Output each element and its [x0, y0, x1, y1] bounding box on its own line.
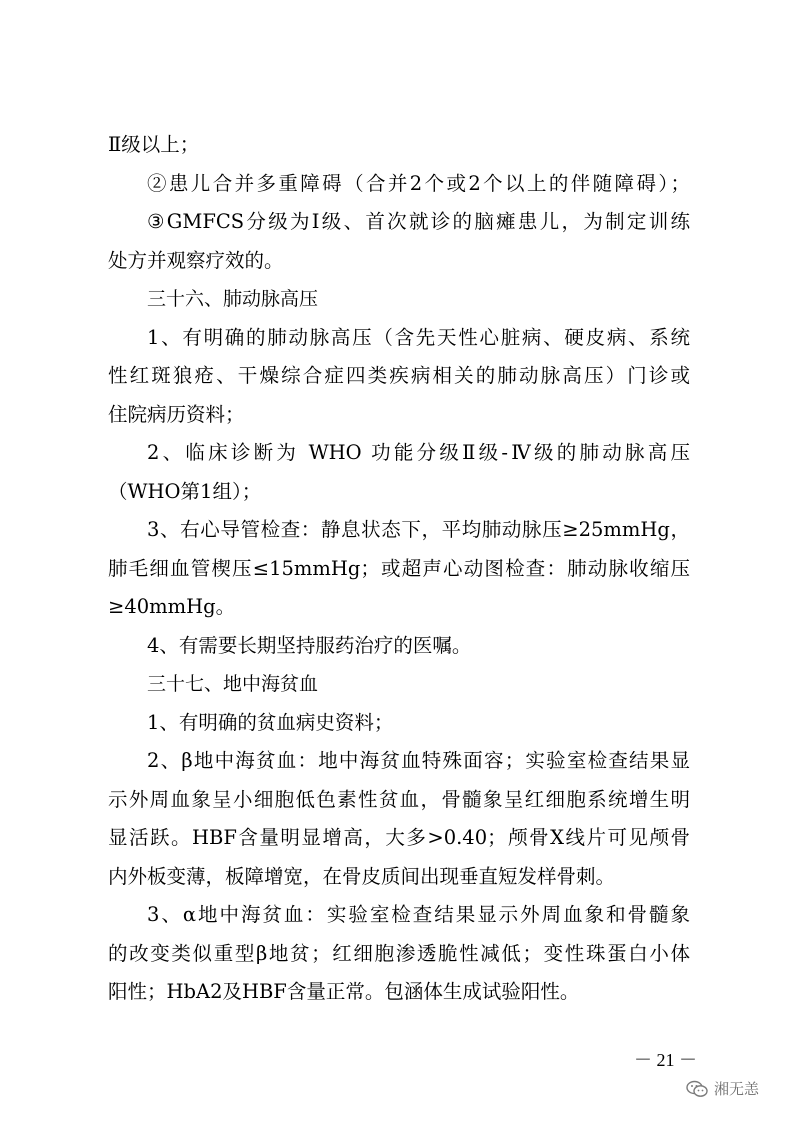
text-line: Ⅱ级以上；	[108, 133, 200, 156]
page-number: － 21 －	[634, 1050, 697, 1070]
text-line: 1、有明确的肺动脉高压（含先天性心脏病、硬皮病、系统	[147, 325, 690, 349]
wechat-icon	[686, 1080, 708, 1098]
text-line: 显活跃。HBF含量明显增高，大多>0.40；颅骨X线片可见颅骨	[108, 826, 690, 849]
text-line: ③GMFCS分级为Ⅰ级、首次就诊的脑瘫患儿，为制定训练	[147, 210, 690, 233]
text-line: 性红斑狼疮、干燥综合症四类疾病相关的肺动脉高压）门诊或	[108, 364, 690, 387]
watermark-text: 湘无恙	[714, 1080, 760, 1098]
text-line: ≥40mmHg。	[108, 595, 236, 618]
text-line: 住院病历资料；	[108, 402, 245, 426]
text-line: 处方并观察疗效的。	[108, 248, 284, 272]
text-line: 3、α地中海贫血：实验室检查结果显示外周血象和骨髓象	[147, 903, 690, 926]
text-line: 4、有需要长期坚持服药治疗的医嘱。	[147, 633, 472, 657]
text-line: 阳性；HbA2及HBF含量正常。包涵体生成试验阳性。	[108, 980, 580, 1003]
section-heading: 三十七、地中海贫血	[147, 673, 319, 695]
text-line: 2、β地中海贫血：地中海贫血特殊面容；实验室检查结果显	[147, 749, 690, 772]
text-line: （WHO第1组）；	[108, 479, 262, 503]
text-line: 肺毛细血管楔压≤15mmHg；或超声心动图检查：肺动脉收缩压	[108, 556, 690, 580]
document-body	[108, 126, 690, 1012]
text-line: 2、临床诊断为 WHO 功能分级Ⅱ级-Ⅳ级的肺动脉高压	[147, 441, 690, 464]
text-line: 的改变类似重型β地贫；红细胞渗透脆性减低；变性珠蛋白小体	[108, 941, 690, 965]
text-line: 内外板变薄，板障增宽，在骨皮质间出现垂直短发样骨刺。	[108, 864, 616, 888]
text-line: 1、有明确的贫血病史资料；	[147, 710, 394, 734]
text-line: 示外周血象呈小细胞低色素性贫血，骨髓象呈红细胞系统增生明	[108, 787, 690, 811]
text-line: 3、右心导管检查：静息状态下，平均肺动脉压≥25mmHg，	[147, 518, 690, 541]
watermark	[686, 1078, 759, 1099]
section-heading: 三十六、肺动脉高压	[147, 288, 319, 310]
text-line: ②患儿合并多重障碍（合并2个或2个以上的伴随障碍）；	[147, 171, 690, 195]
